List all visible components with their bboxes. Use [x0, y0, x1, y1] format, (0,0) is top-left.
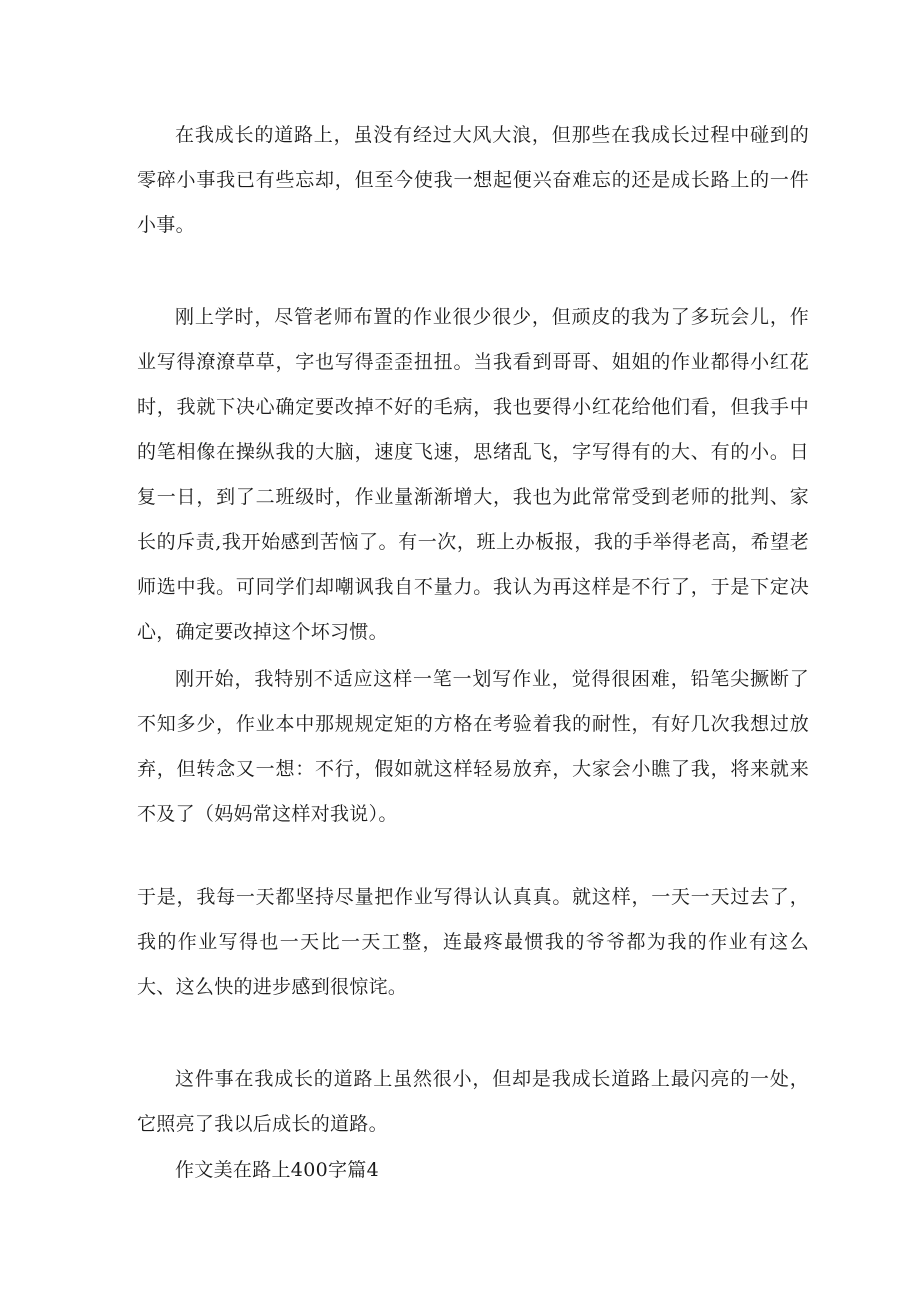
paragraph-persistence: 于是，我每一天都坚持尽量把作业写得认认真真。就这样，一天一天过去了，我的作业写得也一天比一天工整，连最疼最惯我的爷爷都为我的作业有这么大、这么快的进步感到很惊诧。	[137, 886, 809, 998]
paragraph-early-school: 刚上学时，尽管老师布置的作业很少很少，但顽皮的我为了多玩会儿，作业写得潦潦草草，字也写得歪歪扭扭。当我看到哥哥、姐姐的作业都得小红花时，我就下决心确定要改掉不好的毛病，我也要得小红花给他们看，但我手中的笔相像在操纵我的大脑，速度飞速，思绪乱飞，字写得有的大、有的小。日复一日，到了二班级时，作业量渐渐增大，我也为此常常受到老师的批判、家长的斥责,我开始感到苦恼了。有一次，班上办板报，我的手举得老高，希望老师选中我。可同学们却嘲讽我自不量力。我认为再这样是不行了，于是下定决心，确定要改掉这个坏习惯。	[137, 306, 809, 643]
paragraph-beginning: 刚开始，我特别不适应这样一笔一划写作业，觉得很困难，铅笔尖撅断了不知多少，作业本中那规规定矩的方格在考验着我的耐性，有好几次我想过放弃，但转念又一想：不行，假如就这样轻易放弃，大家会小瞧了我，将来就来不及了（妈妈常这样对我说）。	[137, 668, 809, 825]
paragraph-intro: 在我成长的道路上，虽没有经过大风大浪，但那些在我成长过程中碰到的零碎小事我已有些忘却，但至今使我一想起便兴奋难忘的还是成长路上的一件小事。	[137, 124, 809, 236]
paragraph-conclusion: 这件事在我成长的道路上虽然很小，但却是我成长道路上最闪亮的一处，它照亮了我以后成长的道路。	[137, 1068, 809, 1135]
essay-heading: 作文美在路上400字篇4	[175, 1159, 379, 1181]
